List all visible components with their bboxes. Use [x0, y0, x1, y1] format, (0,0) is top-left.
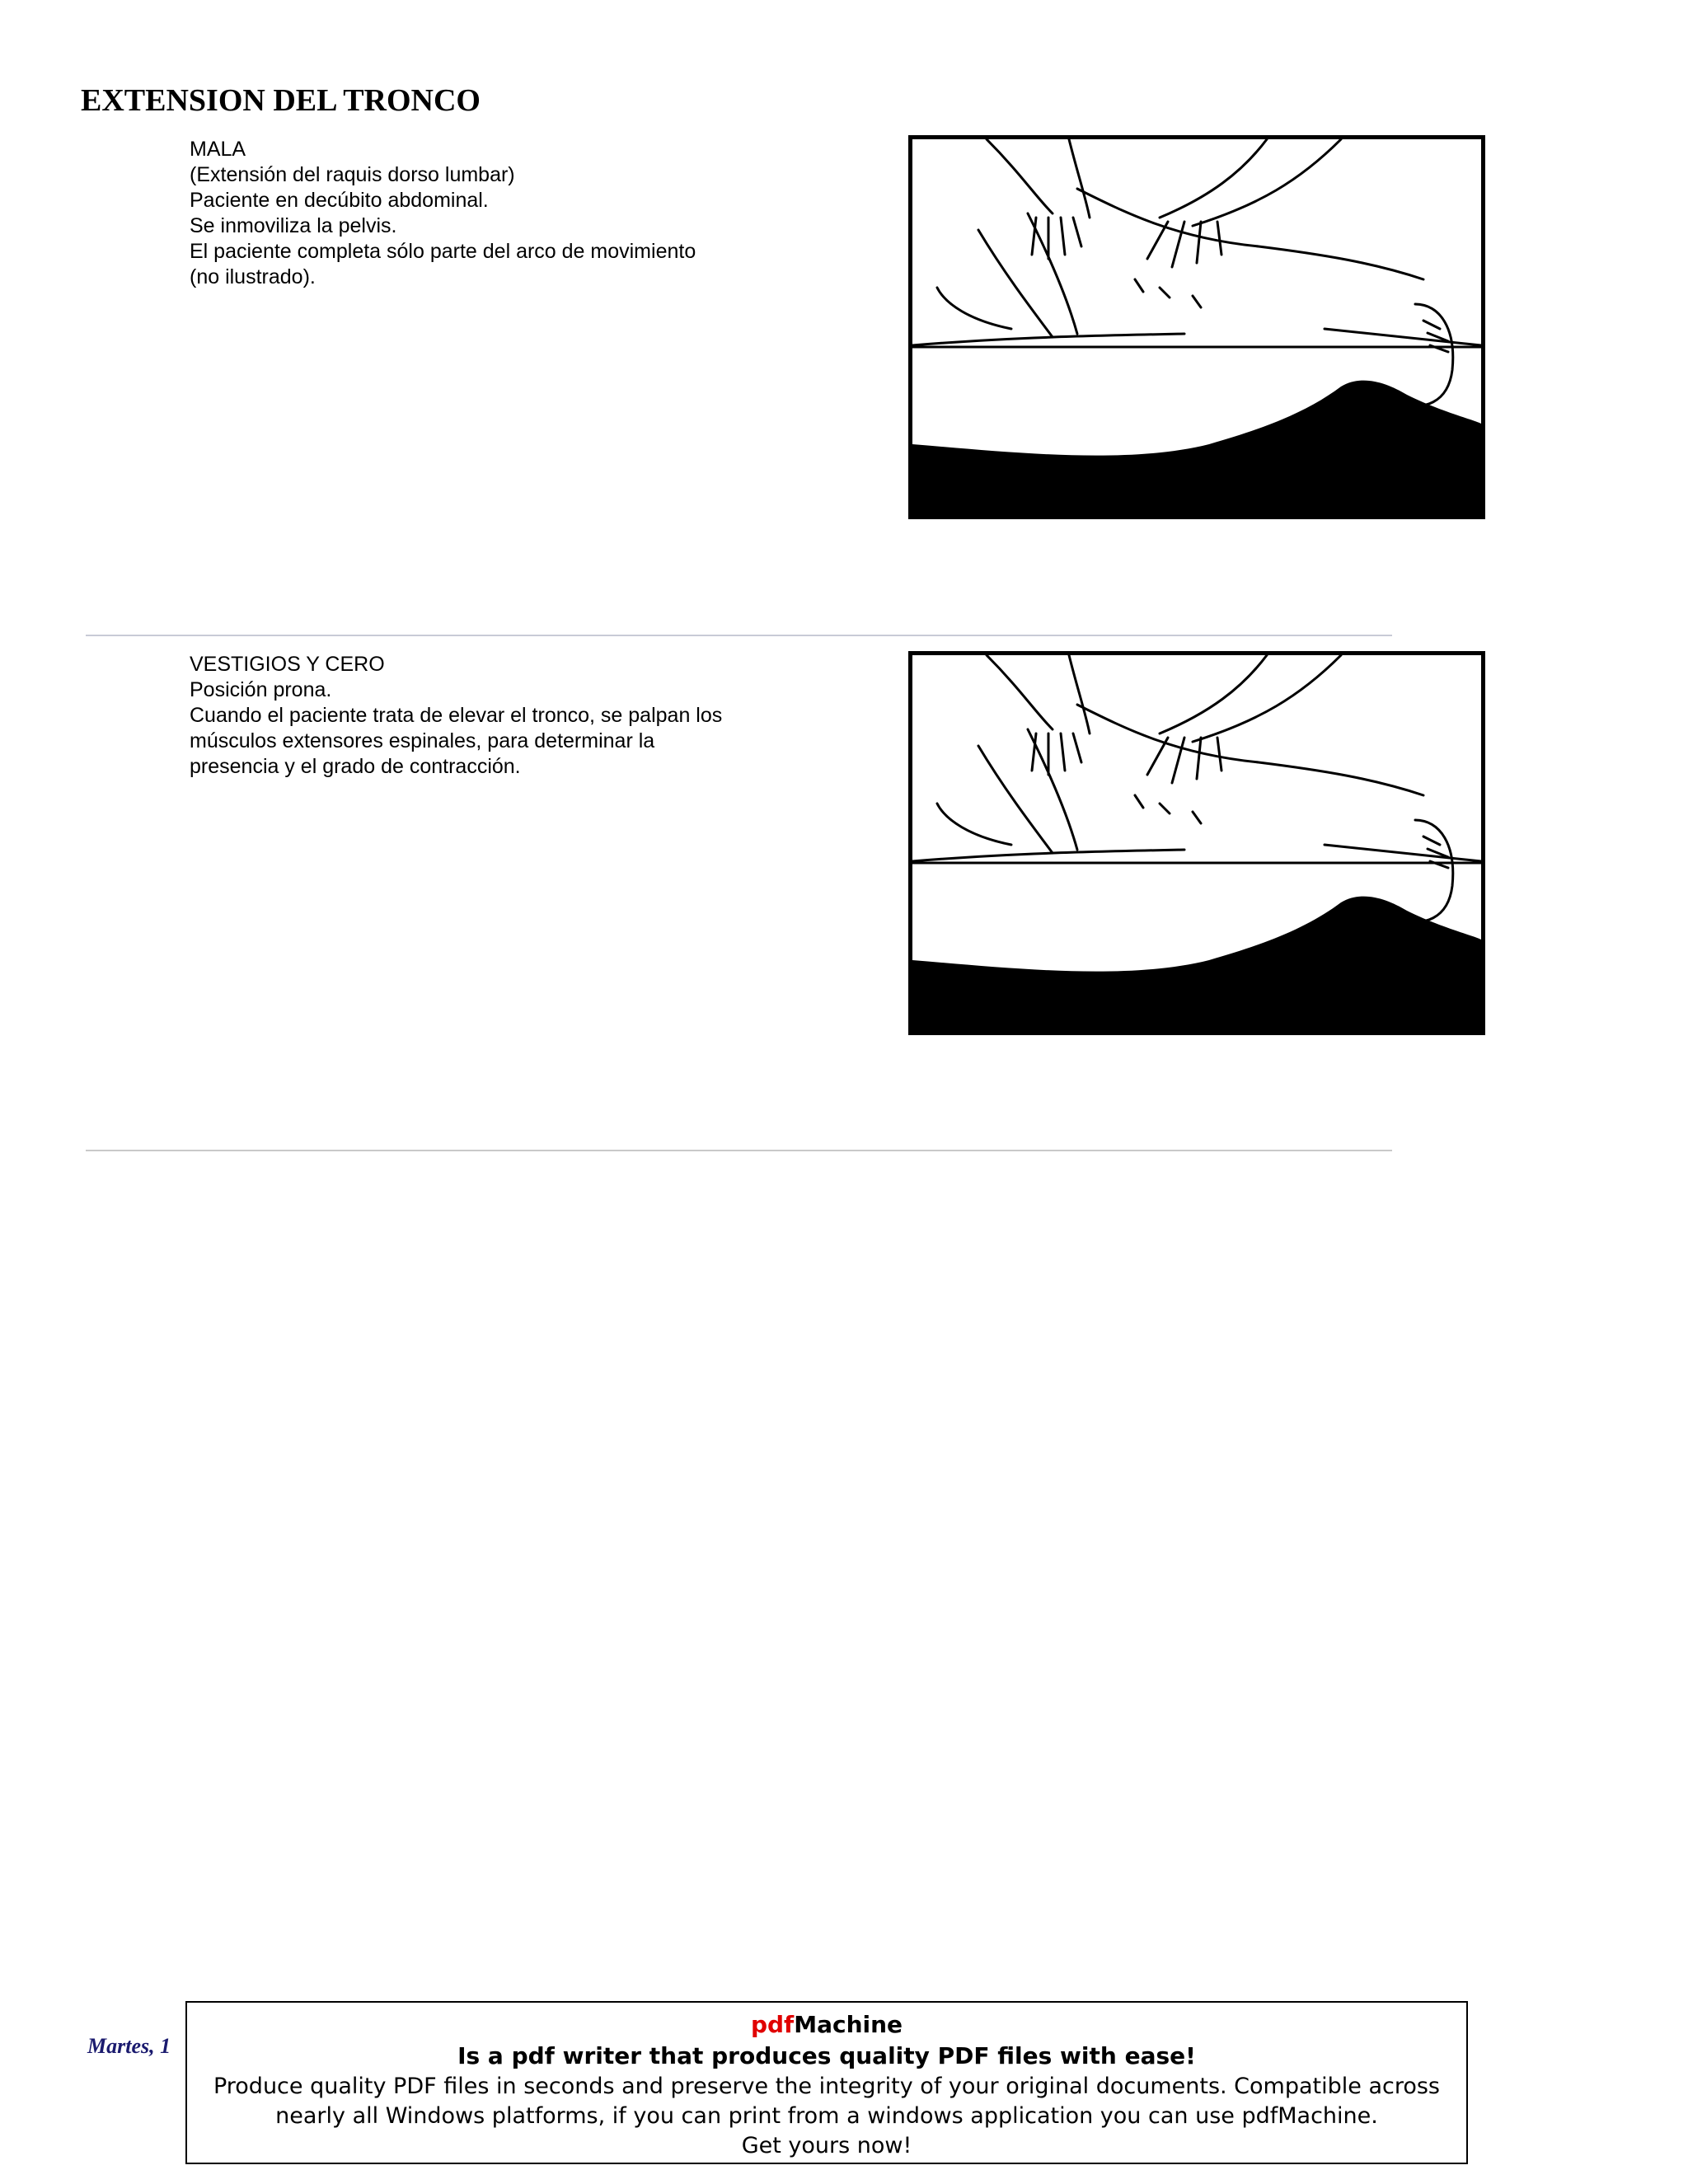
- figure-mala: [908, 135, 1485, 519]
- grade-label: MALA: [190, 138, 246, 161]
- description-line: Posición prona.: [190, 678, 332, 701]
- description-line: El paciente completa sólo parte del arco de movimiento: [190, 240, 696, 263]
- ad-body-line: nearly all Windows platforms, if you can print from a windows application you can use pdfMachine.: [275, 2103, 1378, 2129]
- description-line: Cuando el paciente trata de elevar el tronco, se palpan los: [190, 704, 723, 727]
- ad-brand: [187, 2009, 1466, 2041]
- description-line: Se inmoviliza la pelvis.: [190, 214, 397, 237]
- figure-vestigios: [908, 651, 1485, 1035]
- description-line: Paciente en decúbito abdominal.: [190, 189, 489, 212]
- prone-patient-palpation-icon: [912, 139, 1481, 515]
- page-title: EXTENSION DEL TRONCO: [81, 83, 481, 118]
- ad-brand-pdf: pdf: [750, 2011, 795, 2038]
- ad-tagline: Is a pdf writer that produces quality PDF files with ease!: [457, 2042, 1196, 2069]
- section-divider: [86, 635, 1392, 636]
- section-mala-description: [190, 137, 783, 290]
- description-line: músculos extensores espinales, para determinar la: [190, 729, 655, 752]
- grade-label: VESTIGIOS Y CERO: [190, 653, 385, 676]
- description-line: (Extensión del raquis dorso lumbar): [190, 163, 515, 186]
- prone-patient-palpation-icon: [912, 655, 1481, 1031]
- ad-body-line: Produce quality PDF files in seconds and preserve the integrity of your original documents. Compatible across: [213, 2074, 1441, 2099]
- section-divider: [86, 1150, 1392, 1151]
- description-line: presencia y el grado de contracción.: [190, 755, 521, 778]
- section-vestigios-description: [190, 652, 783, 780]
- ad-brand-machine: Machine: [794, 2011, 903, 2038]
- description-line: (no ilustrado).: [190, 265, 316, 288]
- footer-date: Martes, 1: [87, 2034, 171, 2058]
- ad-call-to-action[interactable]: Get yours now!: [741, 2133, 912, 2158]
- pdfmachine-ad-banner[interactable]: [185, 2001, 1468, 2164]
